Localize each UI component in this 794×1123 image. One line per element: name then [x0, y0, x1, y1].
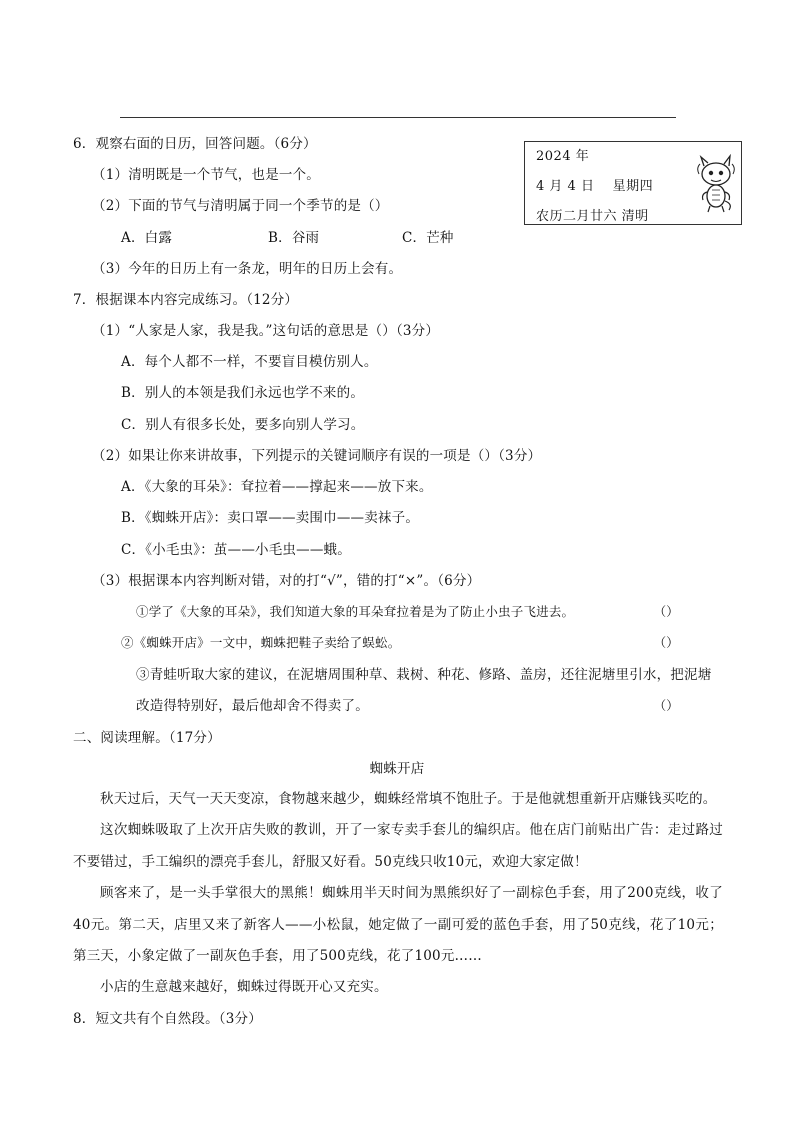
passage-paragraph-2: 这次蜘蛛吸取了上次开店失败的教训，开了一家专卖手套儿的编织店。他在店门前贴出广告：走过路过不要错过，手工编织的漂亮手套儿，舒服又好看。50克线只收10元，欢迎大家定做！: [73, 822, 723, 870]
option-c: C．芒种: [402, 230, 454, 246]
dragon-icon: [696, 154, 736, 214]
calendar-box: [524, 141, 742, 225]
q7-1-option-a: A．每个人都不一样，不要盲目模仿别人。: [121, 354, 378, 370]
option-b: B．谷雨: [268, 230, 320, 246]
judgement-3-line-1: ③青蛙听取大家的建议，在泥塘周围种草、栽树、种花、修路、盖房，还往泥塘里引水，把泥塘: [136, 667, 712, 683]
question-6-title: 6．观察右面的日历，回答问题。（6分）: [73, 136, 317, 152]
judgement-3-line-2: 改造得特别好，最后他却舍不得卖了。: [136, 698, 369, 714]
passage-paragraph-1: 秋天过后，天气一天天变凉，食物越来越少，蜘蛛经常填不饱肚子。于是他就想重新开店赚钱买吃的。: [100, 791, 717, 807]
q7-1-option-b: B．别人的本领是我们永远也学不来的。: [121, 385, 365, 401]
question-7-sub-3: （3）根据课本内容判断对错，对的打“√”，错的打“×”。（6分）: [92, 573, 481, 589]
question-7-sub-2: （2）如果让你来讲故事，下列提示的关键词顺序有误的一项是（）（3分）: [92, 448, 542, 464]
judgement-1: ①学了《大象的耳朵》，我们知道大象的耳朵耷拉着是为了防止小虫子飞进去。: [136, 604, 575, 619]
answer-paren-1: （）: [653, 604, 679, 619]
q7-2-option-b: B．《蜘蛛开店》：卖口罩——卖围巾——卖袜子。: [121, 510, 420, 526]
option-a: A．白露: [121, 230, 173, 246]
q7-2-option-c: C．《小毛虫》：茧——小毛虫——蛾。: [121, 542, 351, 558]
answer-paren-2: （）: [653, 635, 679, 650]
question-6-sub-1: （1）清明既是一个节气，也是一个。: [92, 167, 320, 183]
calendar-lunar: 农历二月廿六 清明: [536, 209, 649, 224]
section-2-title: 二、阅读理解。（17分）: [73, 730, 221, 746]
calendar-date: 4 月 4 日 星期四: [536, 179, 654, 194]
question-7-title: 7．根据课本内容完成练习。（12分）: [73, 292, 299, 308]
passage-paragraph-3: 顾客来了，是一头手掌很大的黑熊！蜘蛛用半天时间为黑熊织好了一副棕色手套，用了200克线，收了40元。第二天，店里又来了新客人——小松鼠，她定做了一副可爱的蓝色手套，用了50克线，花了10元；第三天，小象定做了一副灰色手套，用了500克线，花了100元……: [73, 885, 723, 964]
question-8-title: 8．短文共有个自然段。（3分）: [73, 1011, 262, 1027]
calendar-year: 2024 年: [536, 149, 590, 164]
question-7-sub-1: （1）“人家是人家，我是我。”这句话的意思是（）（3分）: [92, 323, 440, 339]
judgement-2: ②《蜘蛛开店》一文中，蜘蛛把鞋子卖给了蜈蚣。: [121, 635, 401, 650]
passage-paragraph-4: 小店的生意越来越好，蜘蛛过得既开心又充实。: [100, 979, 388, 995]
question-6-sub-2: （2）下面的节气与清明属于同一个季节的是（）: [92, 198, 389, 214]
q7-2-option-a: A．《大象的耳朵》：耷拉着——撑起来——放下来。: [121, 479, 433, 495]
passage-title: 蜘蛛开店: [369, 761, 425, 777]
answer-paren-3: （）: [653, 698, 679, 713]
header-rule: [120, 117, 676, 118]
question-6-sub-3: （3）今年的日历上有一条龙，明年的日历上会有。: [92, 261, 403, 277]
q7-1-option-c: C．别人有很多长处，要多向别人学习。: [121, 417, 365, 433]
